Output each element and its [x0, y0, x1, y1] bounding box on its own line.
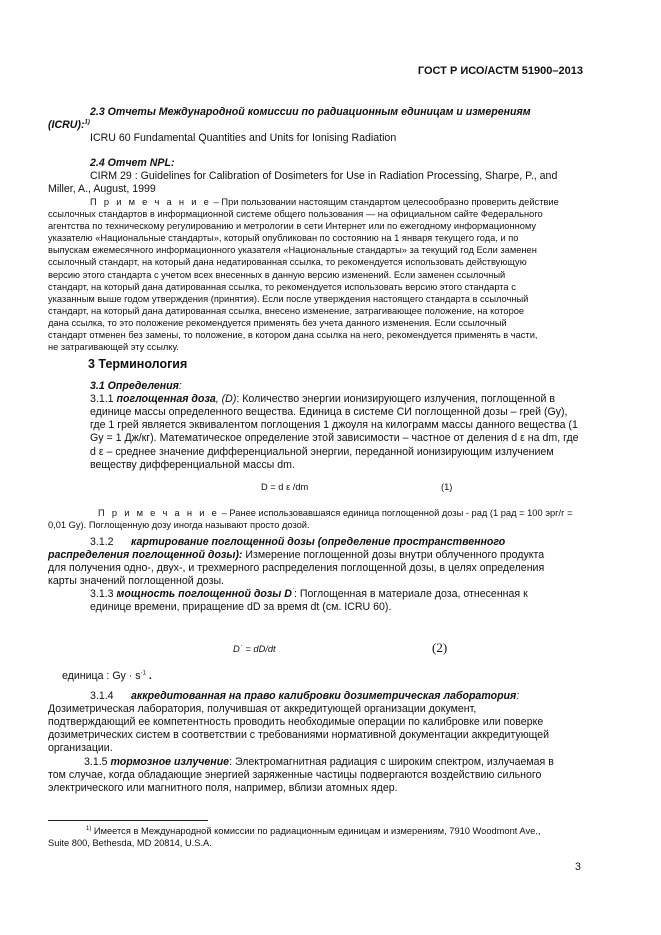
footnote-line-1: $^{1)}$ Имеется в Международной комиссии по радиационным единицам и измерениям, 7910 Woodmont Ave.,: [86, 825, 541, 836]
term-3-1-5-body-2: электрического или магнитного поля, например, вблизи атомных ядер.: [48, 782, 398, 794]
term-dose-mapping-line-2: распределения поглощенной дозы): Измерение поглощенной дозы внутри облученного продукта: [48, 549, 545, 561]
note-rad-unit-line-2: 0,01 Gy). Поглощенную дозу иногда называют просто дозой.: [48, 520, 310, 530]
page-number: 3: [575, 861, 581, 873]
equation-1-number: (1): [441, 482, 453, 492]
term-3-1-4-body-2: подтверждающий ее компетентность проводить необходимые операции по калибровке или поверке: [48, 716, 544, 728]
term-3-1-2-body-1: для получения одно-, двух-, и трехмерного распределения поглощенной дозы, в целях определения: [48, 562, 545, 574]
term-3-1-4-number: 3.1.4: [90, 690, 114, 702]
npl-reference-line-1: CIRM 29 : Guidelines for Calibration of Dosimeters for Use in Radiation Processing, Sharpe, P., and: [90, 170, 558, 182]
document-code-header: ГОСТ Р ИСО/АСТМ 51900–2013: [417, 65, 583, 77]
term-3-1-5-line-1: 3.1.5 тормозное излучение: Электромагнитная радиация с широким спектром, излучаемая в: [84, 756, 554, 768]
npl-reference-line-2: Miller, A., August, 1999: [48, 183, 156, 195]
equation-2-number: (2): [432, 640, 448, 655]
term-3-1-1-body: единице массы определенного вещества. Единица в системе СИ поглощенной дозы – грей (Gy), где 1 грей является эквивалентом поглощения 1 джоуля на килограмм массы данного вещества (1 Gy = 1 Дж/кг). Математическое определение этой зависимости – частное от деления d ε на dm, где d ε – среднее значение дифференциальной энергии, переданной ионизирующим излучением веществу дифференциальной массы dm.: [90, 406, 579, 471]
term-3-1-3-line-2: единице времени, приращение dD за время dt (см. ICRU 60).: [90, 601, 392, 613]
term-3-1-4-body-4: организации.: [48, 742, 113, 754]
term-dose-mapping-line-1: картирование поглощенной дозы (определение пространственного: [131, 536, 506, 548]
section-3-heading: 3 Терминология: [88, 357, 188, 371]
footnote-mark: 1): [84, 119, 90, 126]
section-2-4-heading: 2.4 Отчет NPL:: [90, 157, 175, 169]
term-3-1-3-line-1: 3.1.3 мощность поглощенной дозы D˙: Поглощенная в материале доза, отнесенная к: [90, 588, 528, 600]
note-referenced-standards: П р и м е ч а н и е – При пользовании настоящим стандартом целесообразно проверить действие ссылочных стандартов в информационной системе общего пользования — на официальном сайте Федерального агентства по техническому регулированию и метрологии в сети Интернет или по ежегодному информационному указателю «Национальные стандарты», который опубликован по состоянию на 1 января текущего года, и по выпускам ежемесячного информационного указателя «Национальные стандарты» за текущий год Если заменен ссылочный стандарт, на который дана недатированная ссылка, то рекомендуется использовать действующую версию этого стандарта с учетом всех внесенных в данную версию изменений. Если заменен ссылочный стандарт, на который дана датированная ссылка, то рекомендуется использовать версию этого стандарта с указанным выше годом утверждения (принятия). Если после утверждения настоящего стандарта в ссылочный стандарт, на который дана датированная ссылка, внесено изменение, затрагивающее положение, на которое дана ссылка, то это положение рекомендуется применять без учета данного изменения. Если ссылочный стандарт отменен без замены, то положение, в котором дана ссылка на него, рекомендуется применять в части, не затрагивающей эту ссылку.: [48, 197, 559, 353]
section-3-1-heading: 3.1 Определения:: [90, 380, 182, 392]
note-rad-unit-line-1: П р и м е ч а н и е – Ранее использовавшаяся единица поглощенной дозы - рад (1 рад = 100 эрг/г =: [98, 508, 573, 518]
term-absorbed-dose: поглощенная доза: [116, 393, 216, 405]
term-3-1-4-body-3: дозиметрических систем в соответствии с требованиями нормативной документации аккредитующей: [48, 729, 550, 741]
term-3-1-4-body-1: Дозиметрическая лаборатория, получившая от аккредитующей организации документ,: [48, 703, 477, 715]
note-label: П р и м е ч а н и е: [90, 197, 212, 207]
equation-2: D˙ = dD/dt: [233, 644, 276, 654]
term-3-1-2-number: 3.1.2: [90, 536, 114, 548]
equation-1: D = d ε /dm: [261, 482, 309, 492]
term-3-1-2-body-2: карты значений поглощенной дозы.: [48, 575, 224, 587]
footnote-separator: [48, 820, 208, 821]
term-accredited-lab: аккредитованная на право калибровки дозиметрическая лаборатория:: [131, 690, 520, 702]
term-3-1-5-body-1: том случае, когда обладающие энергией заряженные частицы подвергаются воздействию сильного: [48, 769, 542, 781]
term-bremsstrahlung: тормозное излучение: [110, 756, 230, 768]
icru-reference: ICRU 60 Fundamental Quantities and Units for Ionising Radiation: [90, 132, 397, 144]
term-dose-rate: мощность поглощенной дозы D: [116, 588, 292, 600]
section-2-3-heading: 2.3 Отчеты Международной комиссии по радиационным единицам и измерениям: [90, 106, 531, 118]
section-2-3-heading-end: (ICRU):$^{1)}$: [48, 119, 90, 131]
term-3-1-1-line-1: 3.1.1 поглощенная доза, (D): Количество энергии ионизирующего излучения, поглощенной в: [90, 393, 556, 405]
footnote-line-2: Suite 800, Bethesda, MD 20814, U.S.A.: [48, 838, 212, 848]
dose-rate-unit: единица : $Gy \cdot s^{-1}$ .: [62, 670, 152, 682]
